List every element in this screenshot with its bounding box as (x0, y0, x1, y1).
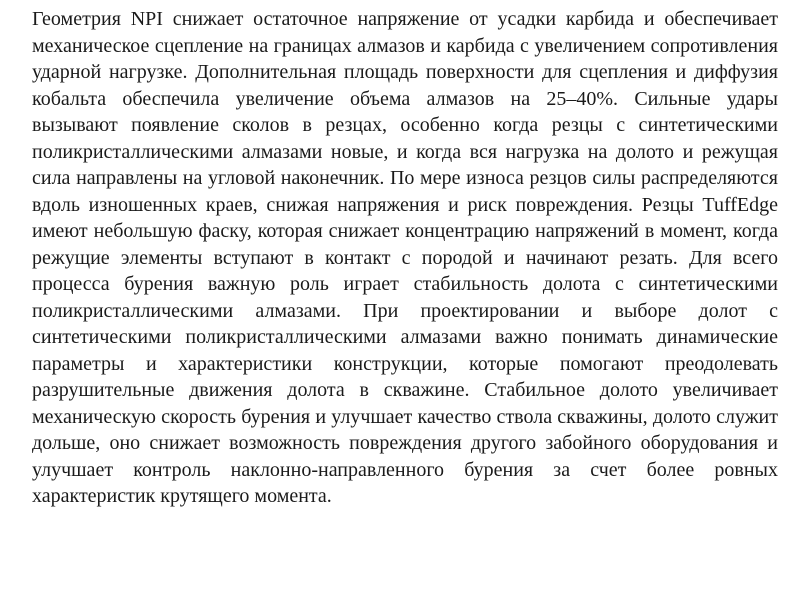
body-paragraph: Геометрия NPI снижает остаточное напряжение от усадки карбида и обеспечивает механическое сцепление на границах алмазов и карбида с увеличением сопротивления ударной нагрузке. Дополнительная площадь поверхности для сцепления и диффузия кобальта обеспечила увеличение объема алмазов на 25–40%. Сильные удары вызывают появление сколов в резцах, особенно когда резцы с синтетическими поликристаллическими алмазами новые, и когда вся нагрузка на долото и режущая сила направлены на угловой наконечник. По мере износа резцов силы распределяются вдоль изношенных краев, снижая напряжения и риск повреждения. Резцы TuffEdge имеют небольшую фаску, которая снижает концентрацию напряжений в момент, когда режущие элементы вступают в контакт с породой и начинают резать. Для всего процесса бурения важную роль играет стабильность долота с синтетическими поликристаллическими алмазами. При проектировании и выборе долот с синтетическими поликристаллическими алмазами важно понимать динамические параметры и характеристики конструкции, которые помогают преодолевать разрушительные движения долота в скважине. Стабильное долото увеличивает механическую скорость бурения и улучшает качество ствола скважины, долото служит дольше, оно снижает возможность повреждения другого забойного оборудования и улучшает контроль наклонно-направленного бурения за счет более ровных характеристик крутящего момента. (32, 8, 778, 507)
document-page (32, 6, 778, 594)
